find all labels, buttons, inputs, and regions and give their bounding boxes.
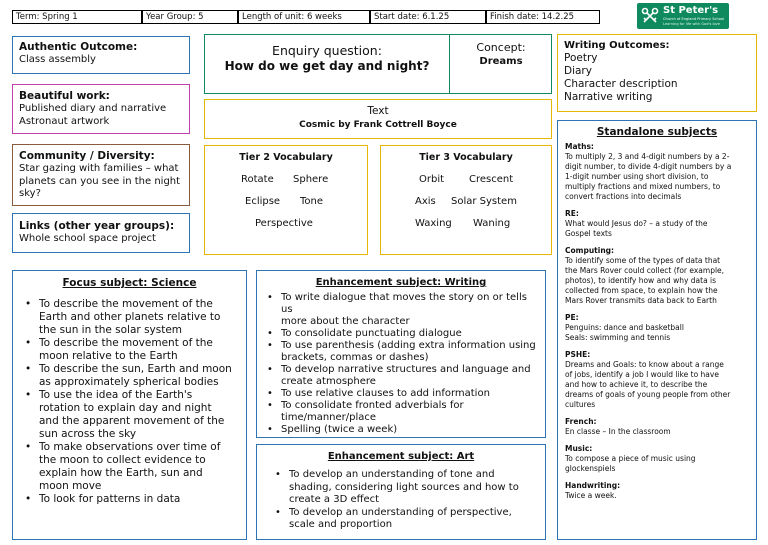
subject-line: convert fractions into decimals	[565, 192, 682, 201]
science-objective	[19, 441, 240, 493]
subject-line: Mars Rover transmits data back to Earth	[565, 296, 717, 305]
subject-line: Gospel texts	[565, 229, 612, 238]
community-line-2: planets can you see in the night	[19, 175, 181, 187]
focus-title: Focus subject: Science	[62, 277, 197, 289]
art-title: Enhancement subject: Art	[327, 451, 475, 462]
authentic-outcome-box	[12, 36, 190, 74]
finish-date-cell: Finish date: 14.2.25	[486, 10, 600, 24]
subject-line: glockenspiels	[565, 464, 616, 473]
subject-line: of jobs, identify a job I would like to have	[565, 370, 719, 379]
writing-objective	[261, 400, 541, 424]
writing-enhancement-box	[256, 270, 546, 438]
concept-value: Dreams	[479, 56, 523, 67]
writing-objective	[261, 340, 541, 364]
science-objective-line: sun across the sky	[39, 428, 137, 440]
subject-heading: Maths:	[565, 142, 594, 151]
writing-outcome-item: Diary	[564, 65, 592, 77]
enquiry-question: How do we get day and night?	[224, 59, 430, 73]
science-objective	[19, 337, 240, 363]
subject-heading: Computing:	[565, 246, 615, 255]
subject-heading: French:	[565, 417, 597, 426]
tier2-word: Perspective	[255, 218, 313, 229]
science-objective-line: moon relative to the Earth	[39, 350, 178, 362]
tier2-word: Sphere	[293, 174, 329, 185]
tier3-word: Waning	[473, 218, 511, 229]
tier2-word: Rotate	[241, 174, 274, 185]
beautiful-work-label: Beautiful work:	[19, 90, 110, 102]
art-objective-line: • To develop an understanding of tone and	[289, 469, 495, 480]
tier3-word: Axis	[415, 196, 436, 207]
writing-outcome-item: Character description	[564, 78, 678, 90]
subject-line: the Mars Rover could collect (for example,	[565, 266, 725, 275]
authentic-outcome-label: Authentic Outcome:	[19, 41, 138, 53]
subject-line: cultures	[565, 400, 596, 409]
writing-objective-line: • To consolidate fronted adverbials for	[281, 400, 464, 411]
writing-objective-line: • To develop narrative structures and language and	[281, 364, 531, 375]
subject-line: Dreams and Goals: to know about a range	[565, 360, 724, 369]
science-objective-line: Earth and other planets relative to	[39, 311, 221, 323]
subject-line: To compose a piece of music using	[565, 454, 696, 463]
art-objective-line: • To develop an understanding of perspective,	[289, 506, 512, 518]
start-date-cell: Start date: 6.1.25	[370, 10, 486, 24]
writing-objective	[261, 364, 541, 388]
length-cell: Length of unit: 6 weeks	[238, 10, 370, 24]
writing-title: Enhancement subject: Writing	[315, 277, 487, 288]
subject-line: To multiply 2, 3 and 4-digit numbers by a 2-	[565, 152, 730, 161]
science-objective	[19, 493, 240, 506]
writing-objective	[261, 328, 541, 340]
links-label: Links (other year groups):	[19, 220, 175, 232]
focus-list	[19, 298, 240, 506]
subject-heading: Handwriting:	[565, 481, 621, 490]
text-value: Cosmic by Frank Cottrell Boyce	[299, 120, 457, 130]
science-objective-line: the sun in the solar system	[39, 324, 183, 336]
tier3-title: Tier 3 Vocabulary	[419, 152, 513, 163]
writing-outcome-item: Narrative writing	[564, 91, 653, 103]
art-objective-line: shading, considering light sources and how to	[289, 481, 519, 493]
writing-outcomes-label: Writing Outcomes:	[564, 40, 670, 51]
writing-objective	[261, 424, 541, 436]
links-text: Whole school space project	[19, 233, 156, 244]
writing-objective-line: time/manner/place	[281, 412, 377, 423]
links-box	[12, 213, 190, 253]
science-objective-line: • To look for patterns in data	[39, 493, 181, 505]
art-enhancement-box	[256, 444, 546, 540]
term-cell: Term: Spring 1	[12, 10, 142, 24]
subject-line: Penguins: dance and basketball	[565, 323, 684, 332]
enquiry-box	[204, 34, 552, 94]
tier2-vocabulary-box	[204, 145, 368, 255]
science-objective-line: explain how the Earth, sun and	[39, 467, 203, 479]
tier2-title: Tier 2 Vocabulary	[239, 152, 333, 163]
art-objective	[269, 469, 541, 507]
beautiful-work-line-1: Published diary and narrative	[19, 103, 167, 114]
writing-outcome-item: Poetry	[564, 52, 598, 64]
subject-line: dreams of goals of young people from other	[565, 390, 731, 399]
writing-objective-line: create atmosphere	[281, 376, 376, 387]
school-logo	[637, 3, 729, 29]
concept-label: Concept:	[476, 41, 526, 54]
subject-line: What would Jesus do? – a study of the	[565, 219, 708, 228]
art-list	[261, 469, 541, 532]
subject-line: En classe – In the classroom	[565, 427, 671, 436]
science-objective	[19, 298, 240, 337]
subject-heading: PSHE:	[565, 350, 591, 359]
authentic-outcome-text: Class assembly	[19, 54, 96, 65]
standalone-title: Standalone subjects	[596, 126, 718, 138]
beautiful-work-box	[12, 84, 190, 134]
enquiry-label: Enquiry question:	[272, 43, 382, 58]
community-label: Community / Diversity:	[19, 150, 155, 162]
tier3-vocabulary-box	[380, 145, 552, 255]
writing-objective-line: more about the character	[281, 316, 410, 327]
tier3-word: Orbit	[419, 174, 445, 185]
subject-line: To identify some of the types of data that	[565, 256, 721, 265]
keys-icon	[640, 6, 660, 26]
art-objective-line: create a 3D effect	[289, 494, 380, 505]
science-objective	[19, 363, 240, 389]
writing-objective-line: • To use parenthesis (adding extra information using	[281, 340, 536, 351]
science-objective-line: • To describe the movement of the	[39, 337, 213, 349]
logo-subtitle: Church of England Primary School	[663, 17, 725, 21]
logo-name: St Peter's	[663, 5, 719, 16]
subject-line: and how to achieve it, to describe the	[565, 380, 708, 389]
science-objective-line: and the apparent movement of the	[39, 415, 225, 427]
writing-objective-line: • Spelling (twice a week)	[281, 424, 398, 435]
logo-tagline: Learning for life with God's love	[663, 22, 721, 26]
text-label: Text	[367, 105, 389, 117]
science-objective	[19, 389, 240, 441]
writing-outcomes-box	[557, 34, 757, 112]
text-box	[204, 99, 552, 139]
subject-line: Seals: swimming and tennis	[565, 333, 671, 342]
subject-line: 1-digit number using short division, to	[565, 172, 709, 181]
writing-objective	[261, 292, 541, 328]
writing-objective-line: • To consolidate punctuating dialogue	[281, 328, 462, 339]
science-objective-line: moon move	[39, 480, 102, 492]
science-objective-line: • To use the idea of the Earth's	[39, 389, 193, 401]
standalone-subjects-box	[557, 120, 757, 540]
subject-line: multiply fractions and mixed numbers, to	[565, 182, 721, 191]
science-objective-line: • To make observations over time of	[39, 441, 221, 453]
subject-line: collected from space, to explain how the	[565, 286, 718, 295]
community-line-1: Star gazing with families – what	[19, 163, 179, 174]
science-objective-line: as approximately spherical bodies	[39, 376, 219, 388]
science-objective-line: • To describe the movement of the	[39, 298, 213, 310]
year-group-cell: Year Group: 5	[142, 10, 238, 24]
writing-objective-line: • To write dialogue that moves the story on or tells us	[281, 292, 527, 315]
science-objective-line: rotation to explain day and night	[39, 402, 212, 414]
art-objective-line: scale and proportion	[289, 519, 393, 530]
tier3-word: Waxing	[415, 218, 452, 229]
subject-line: photos), to identify how and why data is	[565, 276, 717, 285]
writing-objective-line: • To use relative clauses to add information	[281, 388, 490, 399]
writing-objective-line: brackets, commas or dashes)	[281, 352, 429, 363]
enquiry-divider	[449, 35, 450, 93]
focus-science-box	[12, 270, 247, 540]
subject-heading: RE:	[565, 209, 579, 218]
writing-objective	[261, 388, 541, 400]
tier3-word: Solar System	[451, 196, 517, 207]
science-objective-line: the moon to collect evidence to	[39, 454, 206, 466]
tier3-word: Crescent	[469, 174, 514, 185]
beautiful-work-line-2: Astronaut artwork	[19, 115, 110, 127]
science-objective-line: • To describe the sun, Earth and moon	[39, 363, 232, 375]
subject-heading: Music:	[565, 444, 593, 453]
subject-line: Twice a week.	[565, 491, 617, 500]
standalone-subject-list	[565, 142, 749, 501]
writing-list	[261, 292, 541, 436]
community-line-3: sky?	[19, 188, 41, 199]
tier2-word: Tone	[300, 196, 324, 207]
subject-line: digit number, to divide 4-digit numbers by a	[565, 162, 732, 171]
subject-heading: PE:	[565, 313, 579, 322]
community-box	[12, 144, 190, 206]
art-objective	[269, 507, 541, 532]
tier2-word: Eclipse	[245, 196, 281, 207]
